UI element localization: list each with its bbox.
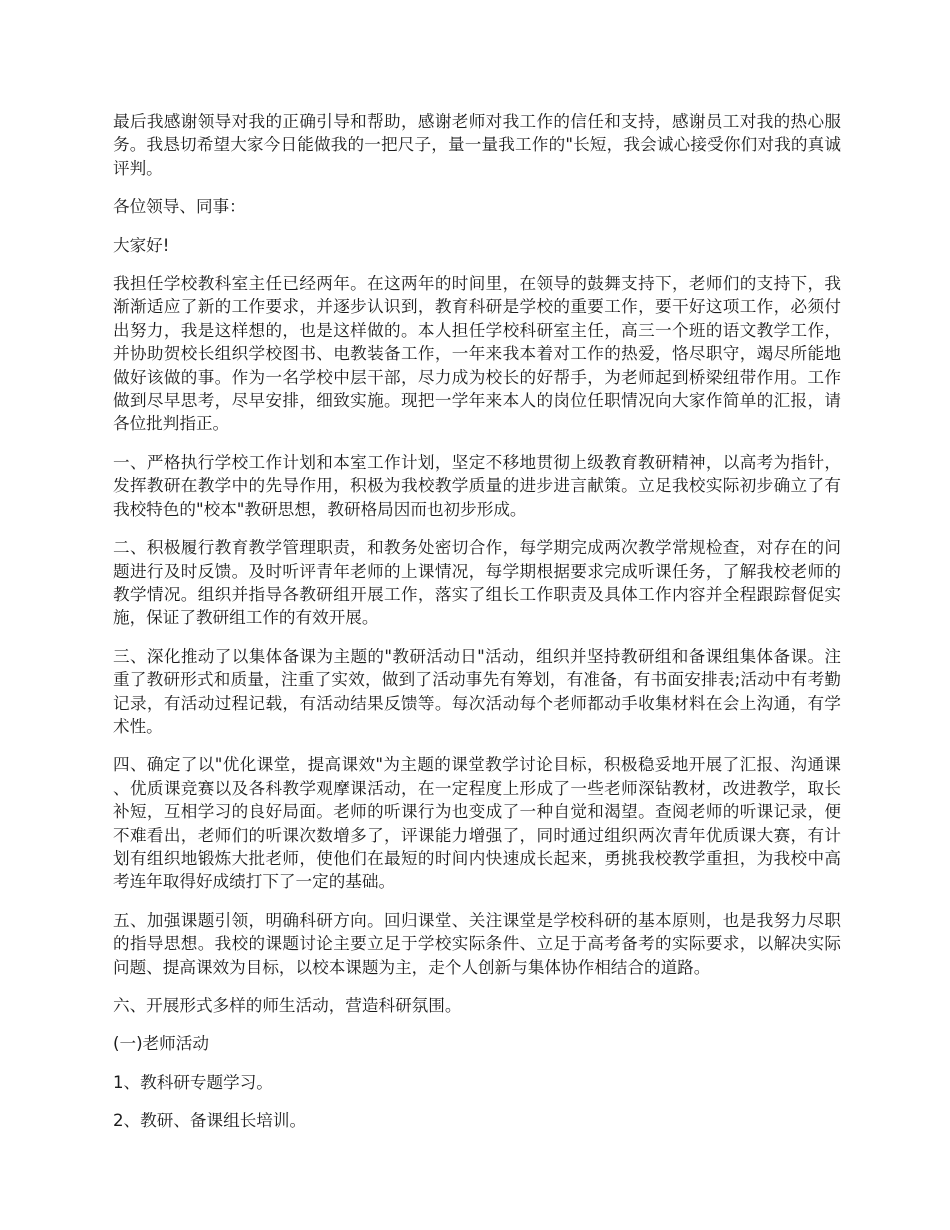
paragraph-item-5: 五、加强课题引领，明确科研方向。回归课堂、关注课堂是学校科研的基本原则，也是我努力尽职的指导思想。我校的课题讨论主要立足于学校实际条件、立足于高考备考的实际要求，以解决实际问题、提高课效为目标，以校本课题为主，走个人创新与集体协作相结合的道路。 xyxy=(113,910,841,977)
paragraph-item-1: 一、严格执行学校工作计划和本室工作计划，坚定不移地贯彻上级教育教研精神，以高考为指针，发挥教研在教学中的先导作用，积极为我校教学质量的进步进言献策。立足我校实际初步确立了有我校特色的"校本"教研思想，教研格局因而也初步形成。 xyxy=(113,452,841,519)
paragraph-list-item-2: 2、教研、备课组长培训。 xyxy=(113,1111,307,1131)
paragraph-list-item-1: 1、教科研专题学习。 xyxy=(113,1072,273,1092)
paragraph-item-4: 四、确定了以"优化课堂，提高课效"为主题的课堂教学讨论目标，积极稳妥地开展了汇报、沟通课、优质课竞赛以及各科教学观摩课活动，在一定程度上形成了一些老师深钻教材，改进教学，取长补短，互相学习的良好局面。老师的听课行为也变成了一种自觉和渴望。查阅老师的听课记录，便不难看出，老师们的听课次数增多了，评课能力增强了，同时通过组织两次青年优质课大赛，有计划有组织地锻炼大批老师，使他们在最短的时间内快速成长起来，勇挑我校教学重担，为我校中高考连年取得好成绩打下了一定的基础。 xyxy=(113,755,841,892)
paragraph-item-3: 三、深化推动了以集体备课为主题的"教研活动日"活动，组织并坚持教研组和备课组集体备课。注重了教研形式和质量，注重了实效，做到了活动事先有筹划，有准备，有书面安排表;活动中有考勤记录，有活动过程记载，有活动结果反馈等。每次活动每个老师都动手收集材料在会上沟通，有学术性。 xyxy=(113,646,841,736)
paragraph-subheading-teacher-activities: (一)老师活动 xyxy=(113,1034,209,1054)
paragraph-introduction: 我担任学校教科室主任已经两年。在这两年的时间里，在领导的鼓舞支持下，老师们的支持下，我渐渐适应了新的工作要求，并逐步认识到，教育科研是学校的重要工作，要干好这项工作，必须付出努力，我是这样想的，也是这样做的。本人担任学校科研室主任，高三一个班的语文教学工作，并协助贺校长组织学校图书、电教装备工作，一年来我本着对工作的热爱，恪尽职守，竭尽所能地做好该做的事。作为一名学校中层干部，尽力成为校长的好帮手，为老师起到桥梁纽带作用。工作做到尽早思考，尽早安排，细致实施。现把一学年来本人的岗位任职情况向大家作简单的汇报，请各位批判指正。 xyxy=(113,274,841,434)
paragraph-greeting: 大家好! xyxy=(113,235,170,255)
document-body xyxy=(113,110,841,1148)
paragraph-closing-thanks: 最后我感谢领导对我的正确引导和帮助，感谢老师对我工作的信任和支持，感谢员工对我的热心服务。我恳切希望大家今日能做我的一把尺子，量一量我工作的"长短，我会诚心接受你们对我的真诚评判。 xyxy=(113,112,841,178)
paragraph-salutation: 各位领导、同事： xyxy=(113,197,246,217)
paragraph-item-2: 二、积极履行教育教学管理职责，和教务处密切合作，每学期完成两次教学常规检查，对存在的问题进行及时反馈。及时听评青年老师的上课情况，每学期根据要求完成听课任务，了解我校老师的教学情况。组织并指导各教研组开展工作，落实了组长工作职责及具体工作内容并全程跟踪督促实施，保证了教研组工作的有效开展。 xyxy=(113,538,841,628)
paragraph-item-6: 六、开展形式多样的师生活动，营造科研氛围。 xyxy=(113,996,462,1015)
